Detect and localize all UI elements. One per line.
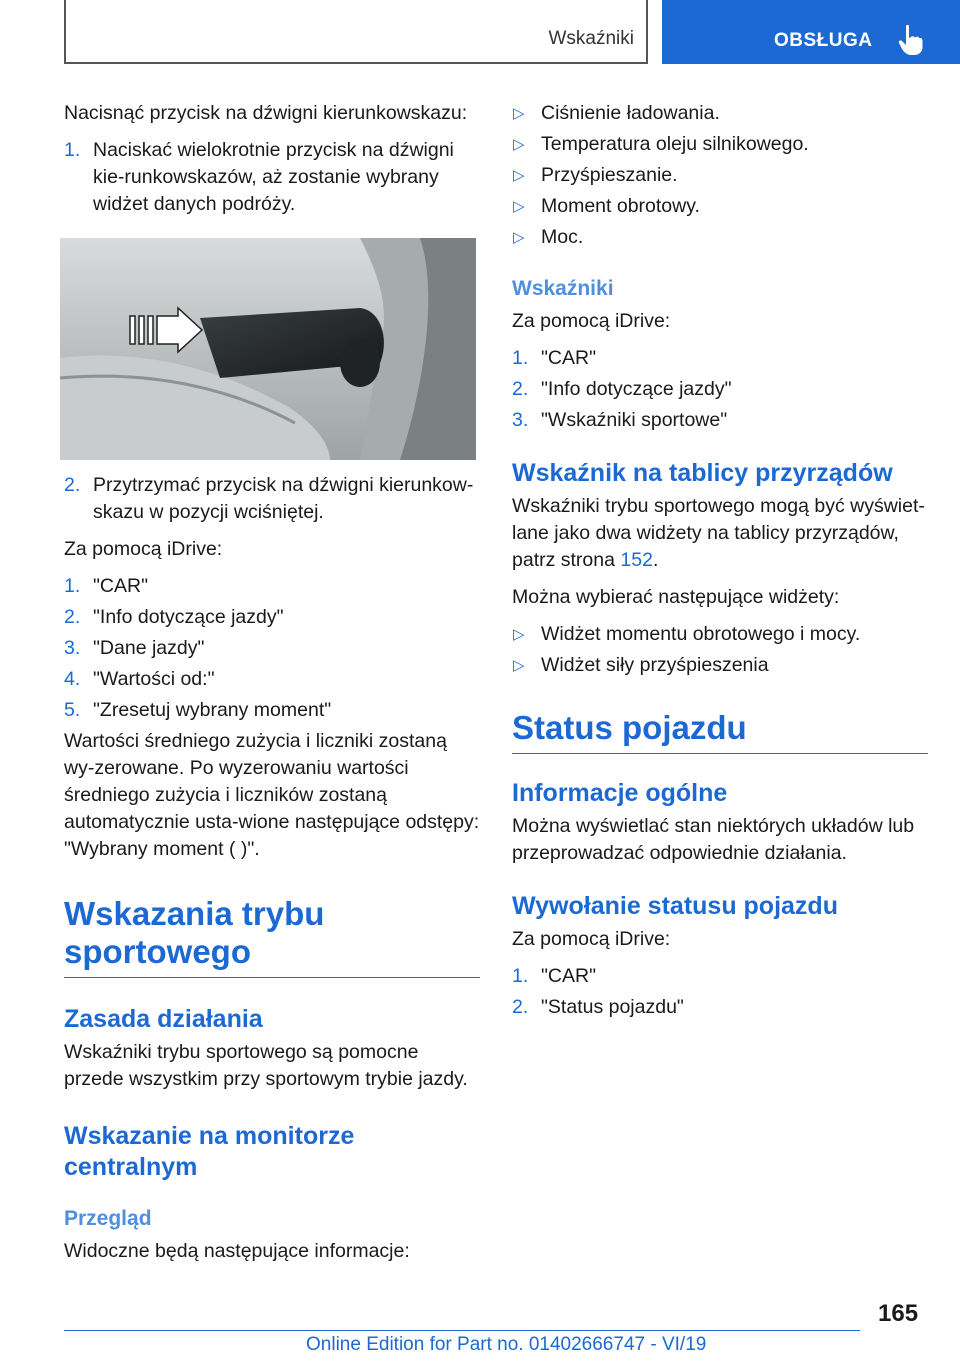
list-item	[64, 604, 480, 631]
list-text: "Wskaźniki sportowe"	[541, 409, 728, 431]
triangle-bullet-icon: ▷	[513, 626, 525, 643]
list-item	[512, 345, 928, 372]
list-text: "Wartości od:"	[93, 668, 215, 690]
bullet-text: Widżet momentu obrotowego i mocy.	[541, 623, 861, 645]
intro-text: Nacisnąć przycisk na dźwigni kierunkowskazu:	[64, 102, 468, 124]
list-text: "CAR"	[541, 965, 597, 987]
bullet-item	[512, 193, 928, 220]
list-item	[64, 573, 480, 600]
list-number: 2.	[512, 378, 529, 400]
section-title: Wskaźniki	[548, 28, 634, 49]
list-item	[512, 994, 928, 1021]
list-number: 4.	[64, 668, 81, 690]
page-number: 165	[878, 1300, 919, 1327]
heading-principle: Zasada działania	[64, 1005, 263, 1033]
triangle-bullet-icon: ▷	[513, 229, 525, 246]
header-section-tab	[64, 0, 648, 64]
list-text: "CAR"	[93, 575, 149, 597]
page-link[interactable]: 152	[620, 549, 653, 571]
heading-indicators: Wskaźniki	[512, 277, 614, 300]
idrive-label: Za pomocą iDrive:	[512, 310, 671, 332]
list-number: 3.	[512, 409, 529, 431]
bullet-text: Ciśnienie ładowania.	[541, 102, 720, 124]
bullet-text: Widżet siły przyśpieszenia	[541, 654, 769, 676]
reset-note: Wartości średniego zużycia i liczniki zostaną wy-zerowane. Po wyzerowaniu wartości średniego zużycia i liczników zostaną automatycznie usta-wione następujące odstępy: "Wybrany moment ( )".	[64, 730, 480, 860]
bullet-item	[512, 621, 928, 648]
bullet-item	[512, 131, 928, 158]
selectable-label: Można wybierać następujące widżety:	[512, 586, 840, 608]
list-number: 2.	[64, 474, 81, 496]
list-item	[512, 963, 928, 990]
list-number: 1.	[512, 347, 529, 369]
bullet-item	[512, 100, 928, 127]
list-number: 5.	[64, 699, 81, 721]
pointing-hand-icon	[898, 24, 924, 56]
list-item	[64, 697, 480, 724]
list-text: "Status pojazdu"	[541, 996, 684, 1018]
bullet-text: Moc.	[541, 226, 584, 248]
idrive-label: Za pomocą iDrive:	[512, 928, 671, 950]
lever-illustration	[60, 238, 476, 460]
list-item	[64, 137, 480, 218]
bullet-item	[512, 652, 928, 679]
instrument-text: Wskaźniki trybu sportowego mogą być wyświet-lane jako dwa widżety na tablicy przyrządów, patrz strona 152.	[512, 495, 925, 571]
list-text: "Info dotyczące jazdy"	[541, 378, 732, 400]
triangle-bullet-icon: ▷	[513, 657, 525, 674]
bullet-item	[512, 162, 928, 189]
triangle-bullet-icon: ▷	[513, 198, 525, 215]
turn-signal-lever-photo	[60, 238, 476, 460]
list-item	[512, 407, 928, 434]
list-item	[64, 666, 480, 693]
heading-instrument-cluster: Wskaźnik na tablicy przyrządów	[512, 459, 893, 487]
list-number: 2.	[512, 996, 529, 1018]
overview-text: Widoczne będą następujące informacje:	[64, 1240, 410, 1262]
list-text: Naciskać wielokrotnie przycisk na dźwigni kie-runkowskazów, aż zostanie wybrany widżet danych podróży.	[93, 139, 454, 215]
heading-general-info: Informacje ogólne	[512, 779, 728, 807]
list-number: 1.	[512, 965, 529, 987]
list-item	[64, 635, 480, 662]
left-column	[64, 100, 480, 1265]
right-column	[512, 100, 928, 1021]
list-text: "Dane jazdy"	[93, 637, 205, 659]
idrive-label: Za pomocą iDrive:	[64, 538, 223, 560]
list-item	[64, 472, 480, 526]
heading-overview: Przegląd	[64, 1207, 152, 1230]
list-text: "CAR"	[541, 347, 597, 369]
bullet-text: Temperatura oleju silnikowego.	[541, 133, 809, 155]
heading-central-monitor: Wskazanie na monitorze centralnym	[64, 1122, 355, 1181]
section-heading-vehicle-status: Status pojazdu	[512, 709, 747, 746]
bullet-item	[512, 224, 928, 251]
list-text: Przytrzymać przycisk na dźwigni kierunkow-skazu w pozycji wciśniętej.	[93, 474, 474, 523]
list-number: 2.	[64, 606, 81, 628]
list-number: 1.	[64, 139, 81, 161]
triangle-bullet-icon: ▷	[513, 105, 525, 122]
header-chapter-tab[interactable]	[662, 0, 960, 64]
list-item	[512, 376, 928, 403]
heading-call-status: Wywołanie statusu pojazdu	[512, 892, 838, 920]
list-number: 1.	[64, 575, 81, 597]
triangle-bullet-icon: ▷	[513, 167, 525, 184]
principle-text: Wskaźniki trybu sportowego są pomocne przede wszystkim przy sportowym trybie jazdy.	[64, 1041, 468, 1090]
general-text: Można wyświetlać stan niektórych układów lub przeprowadzać odpowiednie działania.	[512, 815, 915, 864]
footer-rule	[64, 1330, 860, 1331]
section-heading-sport: Wskazania trybu sportowego	[64, 895, 325, 970]
edition-text: Online Edition for Part no. 01402666747 - VI/19	[306, 1334, 707, 1355]
chapter-title: OBSŁUGA	[774, 30, 873, 51]
bullet-text: Przyśpieszanie.	[541, 164, 678, 186]
list-number: 3.	[64, 637, 81, 659]
bullet-text: Moment obrotowy.	[541, 195, 700, 217]
list-text: "Zresetuj wybrany moment"	[93, 699, 332, 721]
triangle-bullet-icon: ▷	[513, 136, 525, 153]
list-text: "Info dotyczące jazdy"	[93, 606, 284, 628]
